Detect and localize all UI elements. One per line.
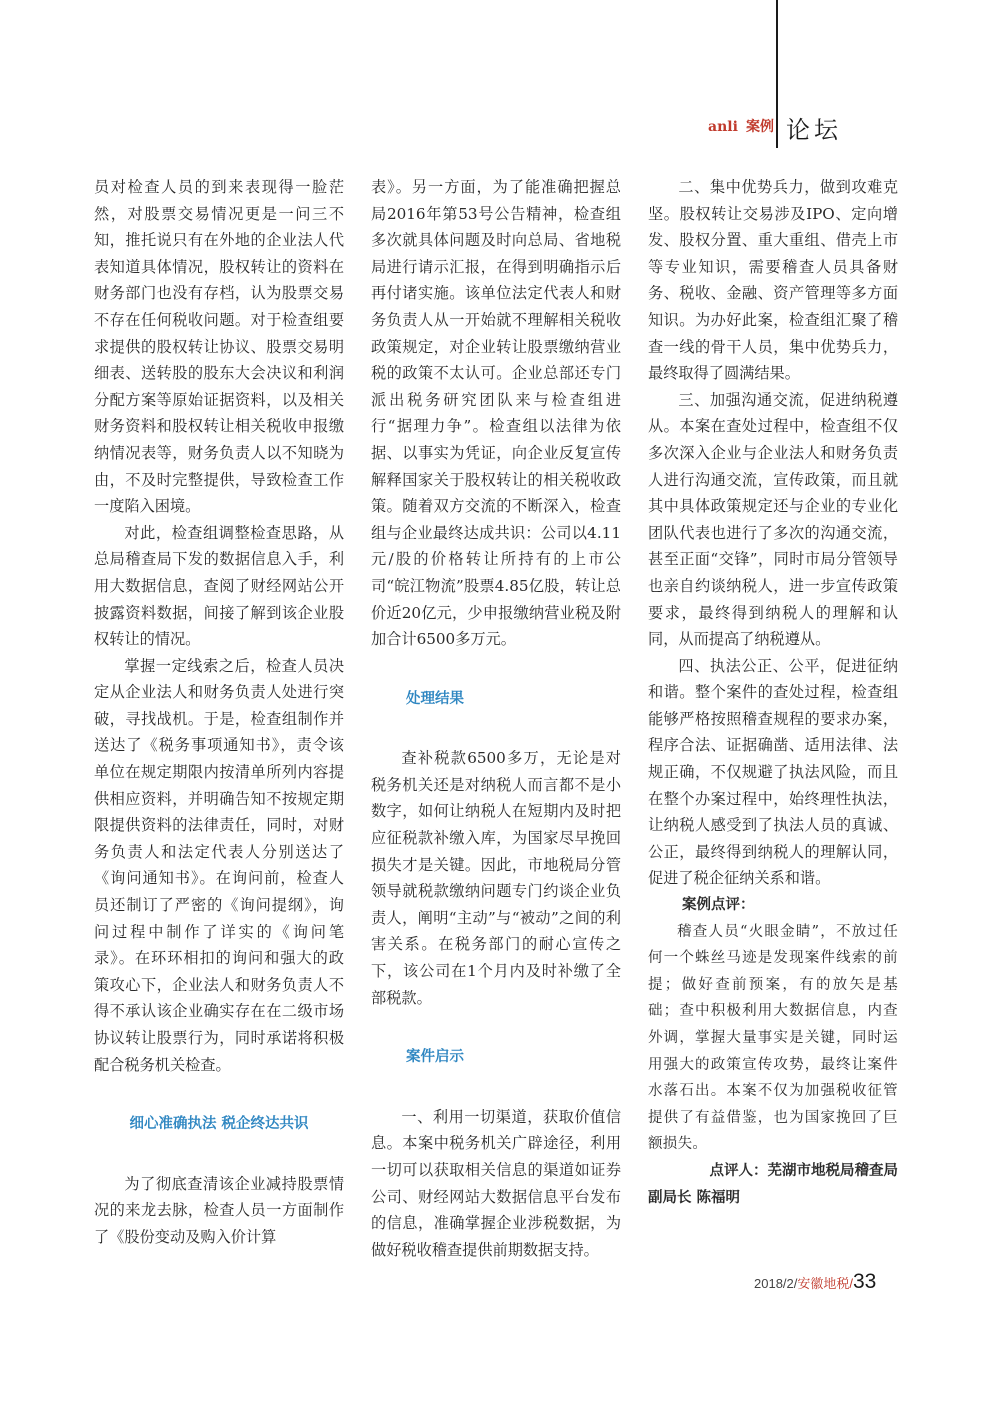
section-heading: 案件启示 [406, 1049, 464, 1066]
article-column-2 [371, 174, 621, 1263]
footer-date: 2018/2/ [754, 1276, 798, 1291]
header-cn-label: 案例 [745, 119, 774, 135]
section-heading: 处理结果 [406, 690, 464, 707]
paragraph: 为了彻底查清该企业减持股票情况的来龙去脉，检查人员一方面制作了《股份变动及购入价计算 [94, 1174, 344, 1246]
paragraph: 二、集中优势兵力，做到攻难克坚。股权转让交易涉及IPO、定向增发、股权分置、重大重组、借壳上市等专业知识，需要稽查人员具备财务、税收、金融、资产管理等多方面知识。为办好此案，检查组汇聚了稽查一线的骨干人员，集中优势兵力，最终取得了圆满结果。 [648, 178, 898, 383]
paragraph: 三、加强沟通交流，促进纳税遵从。本案在查处过程中，检查组不仅多次深入企业与企业法人和财务负责人进行沟通交流，宣传政策，而且就其中具体政策规定还与企业的专业化团队代表也进行了多次的沟通交流，甚至正面“交锋”，同时市局分管领导也亲自约谈纳税人，进一步宣传政策要求，最终得到纳税人的理解和认同，从而提高了纳税遵从。 [648, 390, 898, 649]
page-footer [754, 1270, 876, 1294]
paragraph: 一、利用一切渠道，获取价值信息。本案中税务机关广辟途径，利用一切可以获取相关信息的渠道如证券公司、财经网站大数据信息平台发布的信息，准确掌握企业涉税数据，为做好税收稽查提供前期数据支持。 [371, 1107, 621, 1259]
header-divider-line [776, 0, 778, 148]
paragraph: 查补税款6500多万，无论是对税务机关还是对纳税人而言都不是小数字，如何让纳税人在短期内及时把应征税款补缴入库，为国家尽早挽回损失才是关键。因此，市地税局分管领导就税款缴纳问题专门约谈企业负责人，阐明“主动”与“被动”之间的利害关系。在税务部门的耐心宣传之下，该公司在1个月内及时补缴了全部税款。 [371, 749, 621, 1007]
paragraph: 表》。另一方面，为了能准确把握总局2016年第53号公告精神，检查组多次就具体问题及时向总局、省地税局进行请示汇报，在得到明确指示后再付诸实施。该单位法定代表人和财务负责人从一开始就不理解相关税收政策规定，对企业转让股票缴纳营业税的政策不太认可。企业总部还专门派出税务研究团队来与检查组进行“据理力争”。检查组以法律为依据、以事实为凭证，向企业反复宣传解释国家关于股权转让的相关税收政策。随着双方交流的不断深入，检查组与企业最终达成共识：公司以4.11元/股的价格转让所持有的上市公司“皖江物流”股票4.85亿股，转让总价近20亿元，少申报缴纳营业税及附加合计6500多万元。 [371, 178, 621, 649]
page-header [708, 116, 842, 144]
page-number: 33 [853, 1270, 877, 1293]
reviewer-line: 点评人：芜湖市地税局稽查局 [709, 1162, 898, 1179]
paragraph: 掌握一定线索之后，检查人员决定从企业法人和财务负责人处进行突破，寻找战机。于是，检查组制作并送达了《税务事项通知书》，责令该单位在规定期限内按清单所列内容提供相应资料，并明确告知不按规定期限提供资料的法律责任，同时，对财务负责人和法定代表人分别送达了《询问通知书》。在询问前，检查人员还制订了严密的《询问提纲》，询问过程中制作了详实的《询问笔录》。在环环相扣的询问和强大的政策攻心下，企业法人和财务负责人不得不承认该企业确实存在在二级市场协议转让股票行为，同时承诺将积极配合税务机关检查。 [94, 656, 344, 1074]
paragraph: 对此，检查组调整检查思路，从总局稽查局下发的数据信息入手，利用大数据信息，查阅了财经网站公开披露资料数据，间接了解到该企业股权转让的情况。 [94, 523, 344, 649]
paragraph: 四、执法公正、公平，促进征纳和谐。整个案件的查处过程，检查组能够严格按照稽查规程的要求办案，程序合法、证据确凿、适用法律、法规正确，不仅规避了执法风险，而且在整个办案过程中，始终理性执法，让纳税人感受到了执法人员的真诚、公正，最终得到纳税人的理解认同，促进了税企征纳关系和谐。 [648, 656, 898, 888]
header-en-label: anli [708, 119, 738, 135]
header-section-title: 论坛 [786, 116, 842, 144]
article-column-3 [648, 174, 898, 1211]
footer-magazine: 安徽地税/ [797, 1276, 853, 1291]
review-text: 稽查人员“火眼金睛”，不放过任何一个蛛丝马迹是发现案件线索的前提；做好查前预案，有的放矢是基础；查中积极利用大数据信息，内查外调，掌握大量事实是关键，同时运用强大的政策宣传攻势，最终让案件水落石出。本案不仅为加强税收征管提供了有益借鉴，也为国家挽回了巨额损失。 [648, 923, 898, 1153]
review-heading: 案例点评： [682, 897, 755, 914]
paragraph: 员对检查人员的到来表现得一脸茫然，对股票交易情况更是一问三不知，推托说只有在外地的企业法人代表知道具体情况，股权转让的资料在财务部门也没有存档，认为股票交易不存在任何税收问题。对于检查组要求提供的股权转让协议、股票交易明细表、送转股的股东大会决议和利润分配方案等原始证据资料，以及相关财务资料和股权转让相关税收申报缴纳情况表等，财务负责人以不知晓为由，不及时完整提供，导致检查工作一度陷入困境。 [94, 178, 344, 516]
reviewer-name: 副局长 陈福明 [648, 1189, 741, 1206]
article-column-1 [94, 174, 344, 1251]
section-heading: 细心准确执法 税企终达共识 [129, 1116, 309, 1133]
